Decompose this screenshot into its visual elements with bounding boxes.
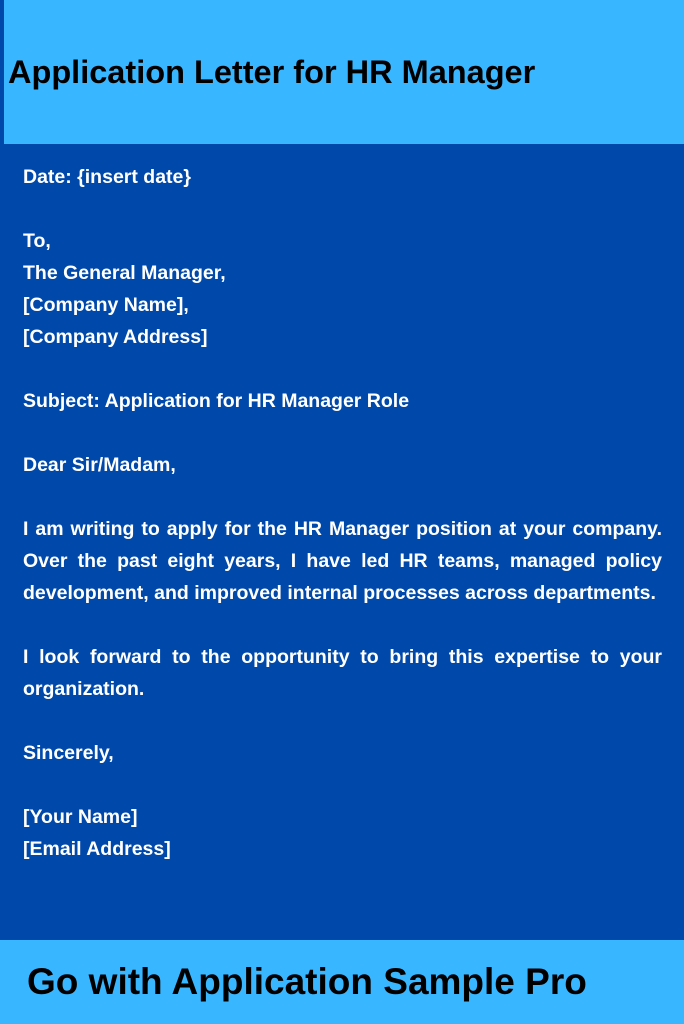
recipient-company: [Company Name], <box>23 294 189 316</box>
salutation: Dear Sir/Madam, <box>23 454 176 476</box>
footer-text: Go with Application Sample Pro <box>27 961 587 1002</box>
spacer <box>23 417 662 449</box>
spacer <box>23 609 662 641</box>
signature-name: [Your Name] <box>23 806 138 828</box>
body-paragraph-2: I look forward to the opportunity to bring this expertise to your organization. <box>23 646 662 700</box>
subject-line: Subject: Application for HR Manager Role <box>23 390 410 412</box>
recipient-to: To, <box>23 230 51 252</box>
date-line: Date: {insert date} <box>23 166 191 188</box>
signature-block <box>23 801 662 865</box>
spacer <box>23 769 662 801</box>
recipient-name: The General Manager, <box>23 262 226 284</box>
page-title: Application Letter for HR Manager <box>8 54 536 90</box>
letter-body <box>23 161 662 865</box>
spacer <box>23 705 662 737</box>
body-paragraph-1: I am writing to apply for the HR Manager position at your company. Over the past eight years, I have led HR teams, managed policy development, and improved internal processes across departments. <box>23 518 662 604</box>
header-banner <box>0 0 684 144</box>
signature-email: [Email Address] <box>23 838 171 860</box>
recipient-block <box>23 225 662 353</box>
spacer <box>23 481 662 513</box>
closing: Sincerely, <box>23 742 114 764</box>
recipient-address: [Company Address] <box>23 326 208 348</box>
spacer <box>23 353 662 385</box>
spacer <box>23 193 662 225</box>
footer-banner <box>0 940 684 1024</box>
